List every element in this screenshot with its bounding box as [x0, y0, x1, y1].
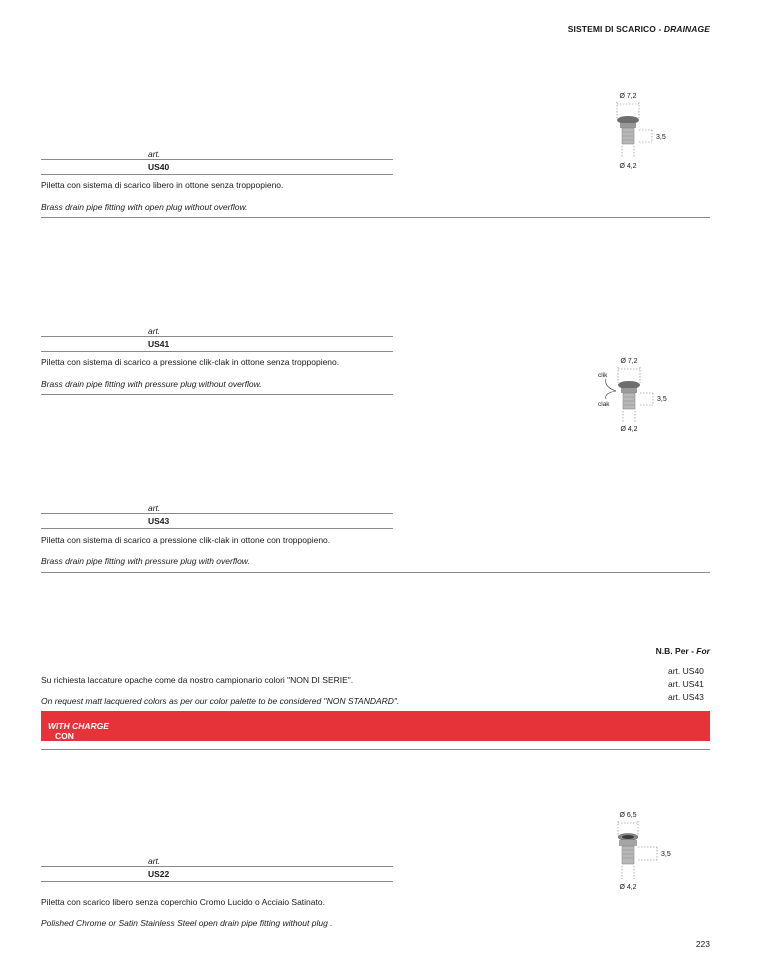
- clak-label: clak: [598, 401, 610, 408]
- dim-top-us40: Ø 7,2: [619, 93, 637, 100]
- note-text-en: On request matt lacquered colors as per our color palette to be considered "NON STANDARD".: [41, 696, 400, 706]
- section-divider: [41, 217, 710, 218]
- plug-cap-shape: [617, 116, 639, 124]
- art-label-us43: art.: [148, 503, 161, 513]
- product-code-us41: US41: [148, 339, 170, 349]
- note-item: art. US41: [668, 679, 704, 689]
- description-en-us40: Brass drain pipe fitting with open plug without overflow.: [41, 202, 248, 212]
- art-label-us22: art.: [148, 856, 161, 866]
- divider: [41, 351, 393, 352]
- drain-diagram-us22: [595, 807, 675, 895]
- divider: [41, 513, 393, 514]
- description-it-us40: Piletta con sistema di scarico libero in ottone senza troppopieno.: [41, 180, 284, 190]
- banner-label-en: WITH CHARGE: [48, 721, 109, 731]
- divider: [41, 159, 393, 160]
- note-item: art. US40: [668, 666, 704, 676]
- note-item: art. US43: [668, 692, 704, 702]
- dim-side-us41: 3,5: [657, 396, 667, 403]
- header-title: SISTEMI DI SCARICO -: [567, 24, 664, 34]
- note-title-en: For: [696, 646, 710, 656]
- description-en-us43: Brass drain pipe fitting with pressure plug with overflow.: [41, 556, 250, 566]
- description-en-us41: Brass drain pipe fitting with pressure plug without overflow.: [41, 379, 262, 389]
- drain-diagram-us41: [590, 353, 675, 439]
- description-en-us22: Polished Chrome or Satin Stainless Steel open drain pipe fitting without plug .: [41, 918, 333, 928]
- note-text-it: Su richiesta laccature opache come da nostro campionario colori "NON DI SERIE".: [41, 675, 354, 685]
- section-divider: [41, 572, 710, 573]
- dim-bottom-us22: Ø 4,2: [619, 884, 637, 891]
- description-it-us22: Piletta con scarico libero senza coperchio Cromo Lucido o Acciaio Satinato.: [41, 897, 325, 907]
- description-it-us41: Piletta con sistema di scarico a pressione clik-clak in ottone senza troppopieno.: [41, 357, 340, 367]
- divider: [41, 528, 393, 529]
- banner-label: CON ADDEBITO -: [55, 731, 105, 751]
- section-divider: [41, 749, 710, 750]
- divider: [41, 881, 393, 882]
- dim-side-us22: 3,5: [661, 851, 671, 858]
- note-title: [656, 646, 710, 656]
- art-label-us41: art.: [148, 326, 161, 336]
- product-code-us43: US43: [148, 516, 170, 526]
- page-header: [568, 24, 710, 34]
- dim-bottom-us41: Ø 4,2: [620, 426, 638, 433]
- drain-diagram-us40: [595, 88, 675, 172]
- divider: [41, 174, 393, 175]
- product-code-us22: US22: [148, 869, 170, 879]
- divider: [41, 394, 393, 395]
- divider: [41, 336, 393, 337]
- art-label-us40: art.: [148, 149, 161, 159]
- dim-top-us22: Ø 6,5: [619, 812, 637, 819]
- page-number: 223: [695, 939, 710, 949]
- dim-bottom-us40: Ø 4,2: [619, 163, 637, 170]
- clik-label: clik: [598, 372, 608, 379]
- dim-top-us41: Ø 7,2: [620, 358, 638, 365]
- divider: [41, 866, 393, 867]
- charge-banner: [41, 711, 710, 751]
- note-title-it: N.B. Per -: [655, 646, 697, 656]
- header-title-en: DRAINAGE: [663, 24, 710, 34]
- product-code-us40: US40: [148, 162, 170, 172]
- dim-side-us40: 3,5: [656, 134, 666, 141]
- description-it-us43: Piletta con sistema di scarico a pressione clik-clak in ottone con troppopieno.: [41, 535, 331, 545]
- press-arrow-icon: [606, 379, 616, 391]
